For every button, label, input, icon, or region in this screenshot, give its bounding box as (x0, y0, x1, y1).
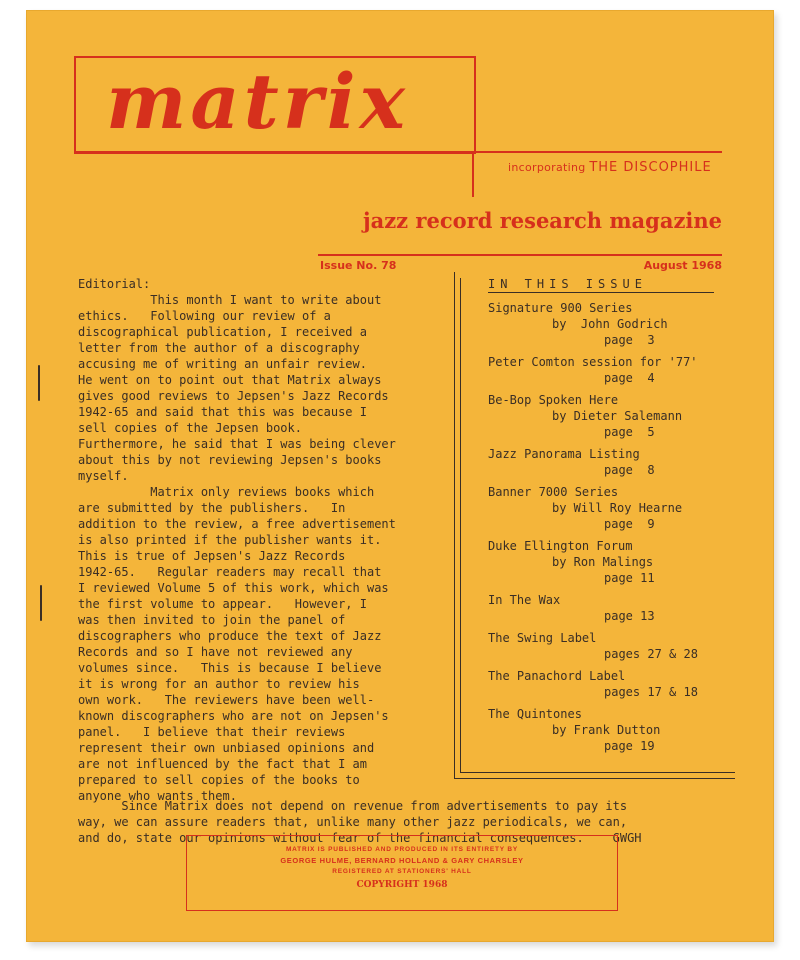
editorial-line: own work. The reviewers have been well- (78, 693, 375, 707)
contents-item-title: The Panachord Label (488, 669, 626, 683)
contents-item (488, 300, 738, 348)
contents-item-page: page 19 (604, 739, 655, 753)
magazine-cover (26, 10, 774, 942)
editorial-line: discographical publication, I received a (78, 325, 367, 339)
contents-item-title: Be-Bop Spoken Here (488, 393, 619, 407)
imprint-line-3: REGISTERED AT STATIONERS' HALL (332, 868, 472, 875)
contents-item-title: The Quintones (488, 707, 582, 721)
editorial-line: represent their own unbiased opinions and (78, 741, 375, 755)
contents-item-title: In The Wax (488, 593, 561, 607)
editorial-line: discographers who produce the text of Jazz (78, 629, 382, 643)
editorial-line: known discographers who are not on Jepsen's (78, 709, 389, 723)
masthead-divider (472, 151, 474, 197)
contents-item-title: Banner 7000 Series (488, 485, 619, 499)
subtitle-rule (318, 254, 722, 256)
contents-item-page: page 5 (604, 425, 655, 439)
contents-item (488, 668, 738, 700)
publisher-imprint (186, 835, 618, 911)
contents-item-page: page 9 (604, 517, 655, 531)
editorial-line: letter from the author of a discography (78, 341, 360, 355)
contents-item (488, 484, 738, 532)
editorial-line: are submitted by the publishers. In (78, 501, 346, 515)
editorial-line: 1942-65 and said that this was because I (78, 405, 367, 419)
editorial-line: Matrix only reviews books which (78, 485, 375, 499)
contents-list (488, 300, 738, 760)
contents-heading: IN THIS ISSUE (488, 276, 714, 293)
editorial-line: This month I want to write about (78, 293, 382, 307)
masthead-rule (74, 151, 722, 153)
issue-date: August 1968 (643, 259, 722, 272)
copyright-line: COPYRIGHT 1968 (356, 880, 448, 890)
editorial-line: This is true of Jepsen's Jazz Records (78, 549, 346, 563)
contents-item-title: Peter Comton session for '77' (488, 355, 698, 369)
editorial-line: Furthermore, he said that I was being clever (78, 437, 396, 451)
staple-top (38, 365, 40, 401)
editorial-line: panel. I believe that their reviews (78, 725, 346, 739)
incorporating-prefix: incorporating (508, 161, 586, 174)
contents-item (488, 354, 738, 386)
editorial-line: anyone who wants them. (78, 789, 237, 803)
contents-item-author: by Frank Dutton (552, 723, 661, 737)
editorial-line: myself. (78, 469, 129, 483)
incorporating-line (508, 160, 712, 175)
magazine-subtitle: jazz record research magazine (363, 208, 722, 233)
editorial-line: accusing me of writing an unfair review. (78, 357, 367, 371)
imprint-line-2: GEORGE HULME, BERNARD HOLLAND & GARY CHARSLEY (280, 856, 524, 865)
contents-item-author: by Dieter Salemann (552, 409, 683, 423)
contents-item-author: by John Godrich (552, 317, 668, 331)
contents-item-title: Signature 900 Series (488, 301, 633, 315)
contents-item-page: page 8 (604, 463, 655, 477)
contents-item (488, 446, 738, 478)
editorial-line: I reviewed Volume 5 of this work, which was (78, 581, 389, 595)
contents-item (488, 706, 738, 754)
contents-item (488, 538, 738, 586)
contents-item-page: page 4 (604, 371, 655, 385)
editorial-line: addition to the review, a free advertisement (78, 517, 396, 531)
issue-number: Issue No. 78 (320, 259, 397, 272)
contents-item-title: Duke Ellington Forum (488, 539, 633, 553)
imprint-line-1: MATRIX IS PUBLISHED AND PRODUCED IN ITS ENTIRETY BY (285, 846, 519, 853)
magazine-logo: matrix (106, 57, 409, 146)
contents-item-page: page 13 (604, 609, 655, 623)
editorial-line: it is wrong for an author to review his (78, 677, 360, 691)
closing-line: Since Matrix does not depend on revenue from advertisements to pay its (78, 799, 628, 813)
contents-item-page: page 11 (604, 571, 655, 585)
contents-item-author: by Ron Malings (552, 555, 654, 569)
incorporating-name: THE DISCOPHILE (589, 160, 712, 175)
contents-item-author: by Will Roy Hearne (552, 501, 683, 515)
contents-item (488, 592, 738, 624)
closing-line: way, we can assure readers that, unlike many other jazz periodicals, we can, (78, 815, 628, 829)
editorial-line: gives good reviews to Jepsen's Jazz Records (78, 389, 389, 403)
closing-line: and do, state our opinions without fear of the financial consequences. GWGH (78, 831, 642, 845)
editorial-line: was then invited to join the panel of (78, 613, 346, 627)
contents-item-page: pages 27 & 28 (604, 647, 698, 661)
contents-item-page: page 3 (604, 333, 655, 347)
editorial-line: sell copies of the Jepsen book. (78, 421, 302, 435)
contents-item-title: Jazz Panorama Listing (488, 447, 640, 461)
staple-bottom (40, 585, 42, 621)
editorial-line: is also printed if the publisher wants it. (78, 533, 382, 547)
editorial-line: volumes since. This is because I believe (78, 661, 382, 675)
editorial-line: are not influenced by the fact that I am (78, 757, 367, 771)
editorial-column (78, 276, 458, 804)
editorial-line: 1942-65. Regular readers may recall that (78, 565, 382, 579)
editorial-line: ethics. Following our review of a (78, 309, 331, 323)
logo-box (74, 56, 476, 154)
editorial-line: He went on to point out that Matrix always (78, 373, 382, 387)
contents-item-title: The Swing Label (488, 631, 597, 645)
editorial-line: the first volume to appear. However, I (78, 597, 367, 611)
contents-item-page: pages 17 & 18 (604, 685, 698, 699)
editorial-line: prepared to sell copies of the books to (78, 773, 360, 787)
editorial-line: Editorial: (78, 277, 151, 291)
editorial-line: about this by not reviewing Jepsen's books (78, 453, 382, 467)
contents-item (488, 630, 738, 662)
contents-item (488, 392, 738, 440)
editorial-line: Records and so I have not reviewed any (78, 645, 353, 659)
